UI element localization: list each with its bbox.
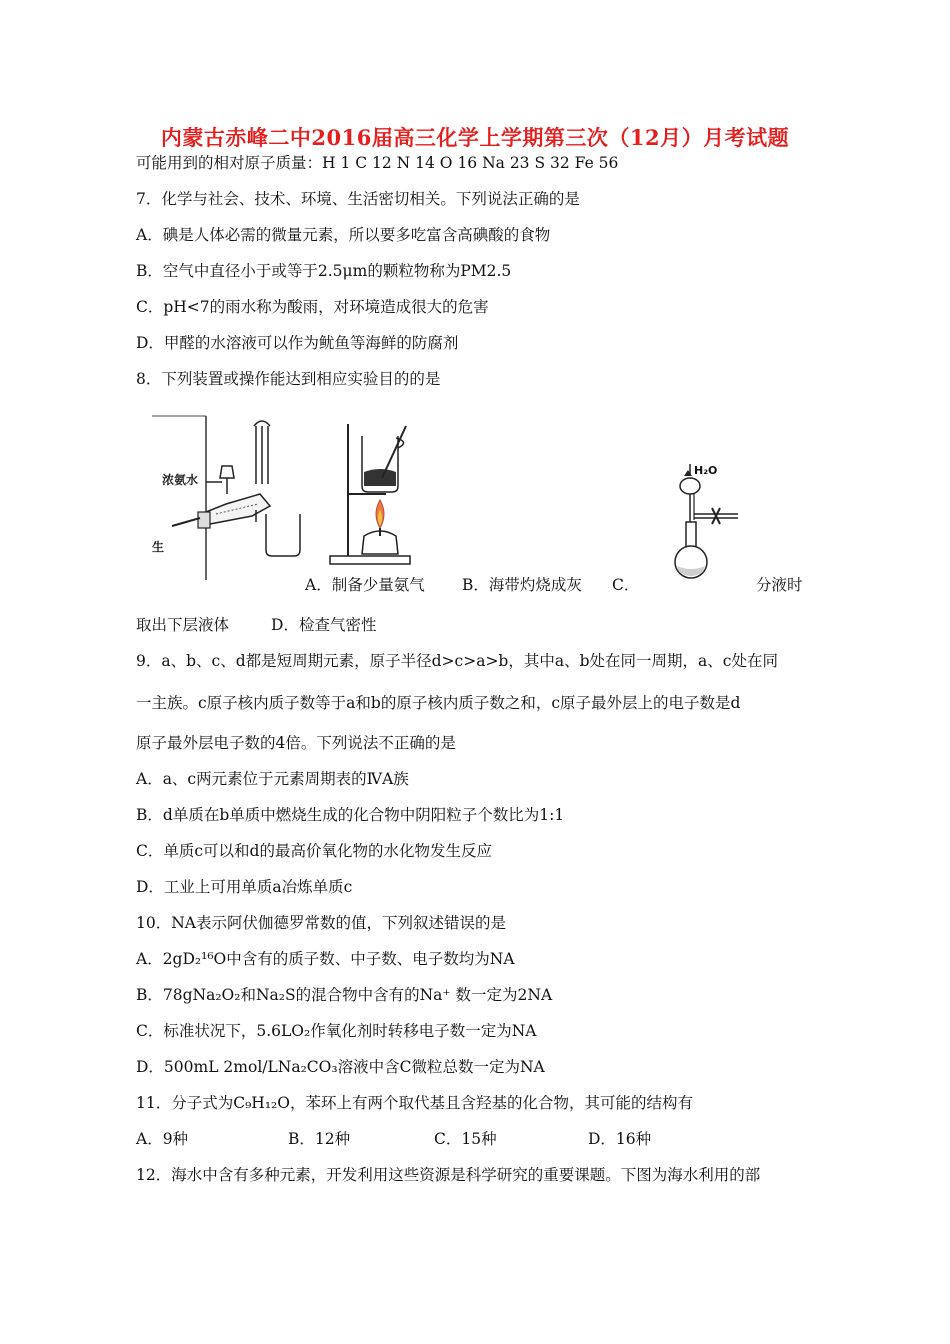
q11-option-c: C．15种 bbox=[434, 1130, 497, 1148]
q7-option-b: B．空气中直径小于或等于2.5μm的颗粒物称为PM2.5 bbox=[136, 262, 512, 280]
q8-label-c-cont: 分液时 bbox=[756, 576, 803, 594]
q11-option-d: D．16种 bbox=[588, 1130, 652, 1148]
q9-line1: 9．a、b、c、d都是短周期元素，原子半径d>c>a>b，其中a、b处在同一周期，a、c处在同 bbox=[136, 652, 778, 670]
q9-line3: 原子最外层电子数的4倍。下列说法不正确的是 bbox=[136, 734, 456, 752]
figure-kelp-burning bbox=[326, 420, 414, 570]
q11-stem: 11．分子式为C₉H₁₂O，苯环上有两个取代基且含羟基的化合物，其可能的结构有 bbox=[136, 1094, 693, 1112]
q10-stem: 10．NA表示阿伏伽德罗常数的值，下列叙述错误的是 bbox=[136, 914, 506, 932]
figure-text-ammonia: 浓氨水 bbox=[162, 473, 199, 487]
figure-text-h2o: H₂O bbox=[694, 464, 718, 477]
atomic-masses: 可能用到的相对原子质量：H 1 C 12 N 14 O 16 Na 23 S 32 Fe 56 bbox=[136, 154, 619, 172]
q8-label-b: B．海带灼烧成灰 bbox=[462, 576, 582, 594]
q12-stem: 12．海水中含有多种元素，开发利用这些资源是科学研究的重要课题。下图为海水利用的部 bbox=[136, 1166, 761, 1184]
q8-line2 bbox=[136, 615, 376, 635]
q10-option-b: B．78gNa₂O₂和Na₂S的混合物中含有的Na⁺ 数一定为2NA bbox=[136, 986, 553, 1004]
q10-option-d: D．500mL 2mol/LNa₂CO₃溶液中含C微粒总数一定为NA bbox=[136, 1058, 545, 1076]
q9-option-c: C．单质c可以和d的最高价氧化物的水化物发生反应 bbox=[136, 842, 492, 860]
figure-airtightness-check bbox=[672, 462, 742, 582]
q9-option-b: B．d单质在b单质中燃烧生成的化合物中阴阳粒子个数比为1:1 bbox=[136, 806, 565, 824]
q7-option-c: C．pH<7的雨水称为酸雨，对环境造成很大的危害 bbox=[136, 298, 489, 316]
q7-option-d: D．甲醛的水溶液可以作为鱿鱼等海鲜的防腐剂 bbox=[136, 334, 459, 352]
q7-option-a: A．碘是人体必需的微量元素，所以要多吃富含高碘酸的食物 bbox=[136, 226, 551, 244]
q7-stem: 7．化学与社会、技术、环境、生活密切相关。下列说法正确的是 bbox=[136, 190, 580, 208]
q11-option-b: B．12种 bbox=[288, 1130, 351, 1148]
figure-text-lime: 生 bbox=[152, 540, 165, 554]
q9-line2: 一主族。c原子核内质子数等于a和b的原子核内质子数之和，c原子最外层上的电子数是d bbox=[136, 694, 741, 712]
q9-option-a: A．a、c两元素位于元素周期表的ⅣA族 bbox=[136, 770, 409, 788]
q8-label-c-end: 取出下层液体 bbox=[136, 616, 230, 634]
figure-ammonia-apparatus bbox=[148, 412, 308, 584]
q10-option-c: C．标准状况下，5.6LO₂作氧化剂时转移电子数一定为NA bbox=[136, 1022, 537, 1040]
q8-stem: 8．下列装置或操作能达到相应实验目的的是 bbox=[136, 370, 441, 388]
q11-options bbox=[136, 1129, 651, 1149]
q8-label-c: C． bbox=[612, 576, 640, 594]
q8-label-a: A．制备少量氨气 bbox=[305, 576, 425, 594]
q9-option-d: D．工业上可用单质a冶炼单质c bbox=[136, 878, 353, 896]
q10-option-a: A．2gD₂¹⁶O中含有的质子数、中子数、电子数均为NA bbox=[136, 950, 515, 968]
q11-option-a: A．9种 bbox=[136, 1130, 189, 1148]
page-title: 内蒙古赤峰二中2016届高三化学上学期第三次（12月）月考试题 bbox=[160, 125, 790, 150]
q8-label-d: D．检查气密性 bbox=[271, 616, 377, 634]
